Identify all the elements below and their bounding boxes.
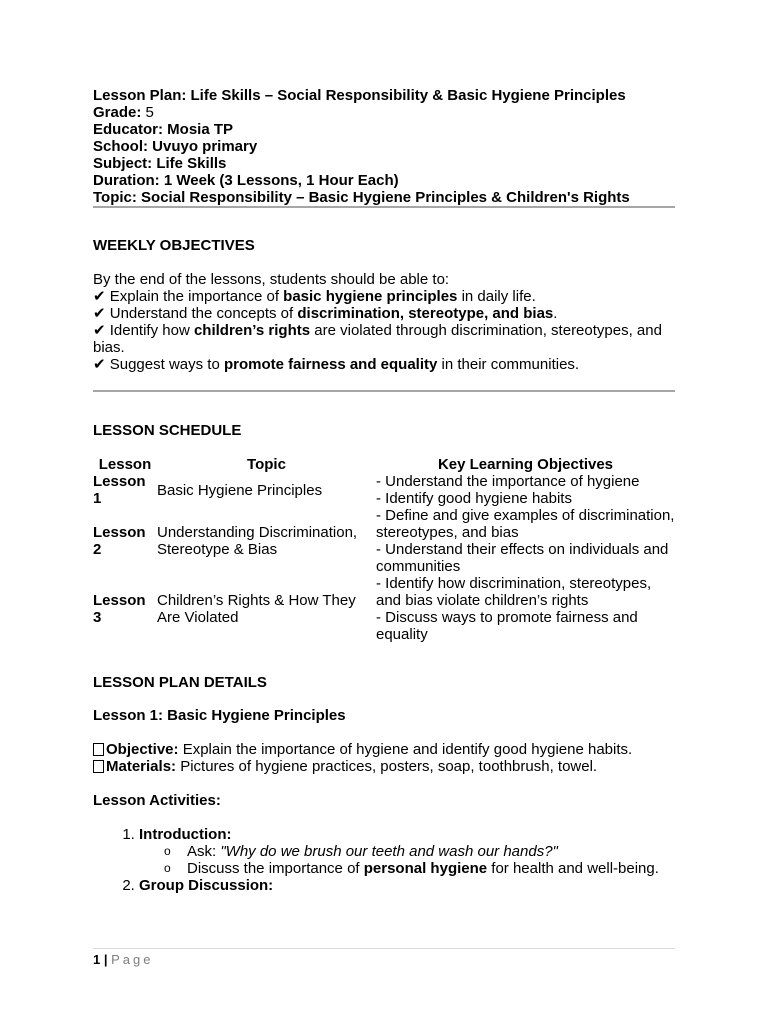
- lesson-schedule-table: [93, 456, 675, 643]
- lesson-schedule-heading: LESSON SCHEDULE: [93, 422, 242, 439]
- objective-item: [93, 356, 675, 373]
- schedule-cell-objectives: - Define and give examples of discrimination, stereotypes, and bias - Understand their effects on individuals and communities: [376, 507, 675, 575]
- page-word: Page: [111, 952, 154, 967]
- activity-subitem-text: Ask:: [187, 843, 221, 860]
- col-header-objectives: Key Learning Objectives: [437, 456, 614, 473]
- objective-item-text: ✔ Understand the concepts of: [93, 305, 298, 322]
- schedule-row: [93, 473, 675, 507]
- schedule-row: [93, 507, 675, 575]
- activity-subitem-text: personal hygiene: [363, 860, 488, 877]
- page-footer: [93, 948, 675, 968]
- activity-subitem-text: "Why do we brush our teeth and wash our hands?": [220, 843, 558, 860]
- page-separator: |: [100, 952, 112, 967]
- schedule-cell-objectives: - Identify how discrimination, stereotypes, and bias violate children’s rights - Discuss ways to promote fairness and equality: [376, 575, 652, 643]
- materials-text: Pictures of hygiene practices, posters, soap, toothbrush, towel.: [176, 758, 598, 775]
- activity-item: [139, 826, 675, 877]
- activity-sublist: [139, 843, 675, 877]
- objective-line: [93, 741, 675, 758]
- grade-value: 5: [141, 104, 154, 121]
- activity-item: [139, 877, 675, 894]
- schedule-cell-topic: Understanding Discrimination, Stereotype & Bias: [157, 524, 358, 558]
- objective-item-text: ✔ Suggest ways to: [93, 356, 224, 373]
- objective-item-emphasis: discrimination, stereotype, and bias: [297, 305, 554, 322]
- materials-placeholder-icon: [93, 760, 104, 773]
- objective-text: Explain the importance of hygiene and identify good hygiene habits.: [178, 741, 633, 758]
- duration-line: Duration: 1 Week (3 Lessons, 1 Hour Each): [93, 172, 399, 189]
- schedule-cell-lesson: Lesson 1: [93, 473, 146, 507]
- objective-item-text: ✔ Explain the importance of: [93, 288, 284, 305]
- objective-item-text: .: [553, 305, 558, 322]
- objective-item: [93, 322, 675, 356]
- objective-item-emphasis: promote fairness and equality: [223, 356, 438, 373]
- school-line: School: Uvuyo primary: [93, 138, 258, 155]
- document-page: [93, 87, 675, 894]
- activity-title: Introduction:: [139, 826, 232, 843]
- subject-line: Subject: Life Skills: [93, 155, 227, 172]
- objective-item-emphasis: basic hygiene principles: [283, 288, 458, 305]
- objective-item: [93, 288, 675, 305]
- schedule-row: [93, 575, 675, 643]
- objective-item-text: in daily life.: [457, 288, 536, 305]
- lesson-activities-heading: Lesson Activities:: [93, 792, 221, 809]
- schedule-cell-lesson: Lesson 2: [93, 524, 146, 558]
- lesson-plan-title: Lesson Plan: Life Skills – Social Responsibility & Basic Hygiene Principles: [93, 87, 626, 104]
- activity-subitem: [187, 860, 675, 877]
- lesson-plan-details-heading: LESSON PLAN DETAILS: [93, 674, 267, 691]
- materials-label: Materials:: [106, 758, 177, 775]
- objectives-list: [93, 288, 675, 373]
- activities-list: [93, 826, 675, 894]
- objective-item-emphasis: children’s rights: [193, 322, 311, 339]
- page-number: 1: [93, 952, 101, 967]
- header-block: [93, 87, 675, 206]
- activity-subitem-text: Discuss the importance of: [187, 860, 364, 877]
- materials-line: [93, 758, 675, 775]
- educator-line: Educator: Mosia TP: [93, 121, 234, 138]
- objective-placeholder-icon: [93, 743, 104, 756]
- objective-item-text: ✔ Identify how: [93, 322, 194, 339]
- lesson1-title: Lesson 1: Basic Hygiene Principles: [93, 707, 346, 724]
- schedule-cell-topic: Children’s Rights & How They Are Violated: [157, 592, 356, 626]
- activity-title: Group Discussion:: [139, 877, 274, 894]
- schedule-header-row: [93, 456, 675, 473]
- grade-line: [93, 104, 675, 121]
- weekly-objectives-heading: WEEKLY OBJECTIVES: [93, 237, 255, 254]
- col-header-topic: Topic: [247, 456, 286, 473]
- activity-subitem: [187, 843, 675, 860]
- schedule-cell-lesson: Lesson 3: [93, 592, 146, 626]
- topic-line: Topic: Social Responsibility – Basic Hygiene Principles & Children's Rights: [93, 189, 630, 206]
- objectives-intro: By the end of the lessons, students should be able to:: [93, 271, 450, 288]
- objective-label: Objective:: [106, 741, 179, 758]
- schedule-cell-objectives: - Understand the importance of hygiene - Identify good hygiene habits: [376, 473, 640, 507]
- grade-label: Grade:: [93, 104, 142, 121]
- col-header-lesson: Lesson: [98, 456, 152, 473]
- objective-item-text: are violated through discrimination, stereotypes, and bias.: [93, 322, 662, 356]
- activity-subitem-text: for health and well-being.: [487, 860, 659, 877]
- schedule-cell-topic: Basic Hygiene Principles: [157, 481, 323, 499]
- objective-item: [93, 305, 675, 322]
- objective-item-text: in their communities.: [437, 356, 580, 373]
